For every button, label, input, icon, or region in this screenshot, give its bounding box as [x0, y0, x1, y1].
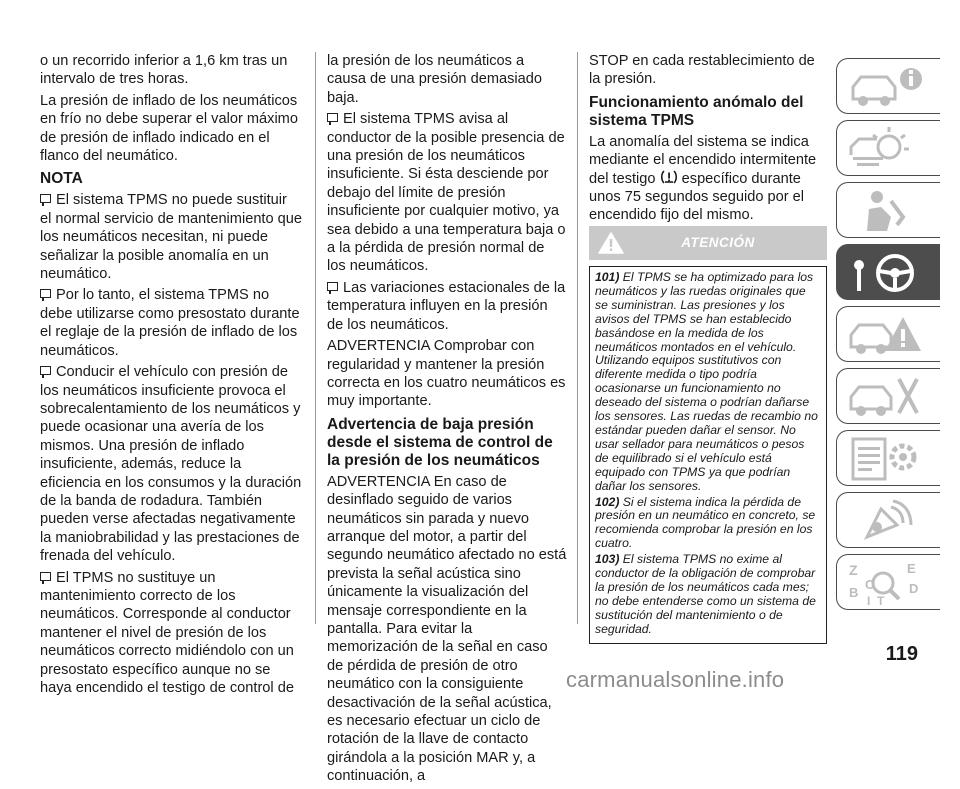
text-column-2 [327, 52, 567, 789]
tab-index[interactable] [836, 554, 940, 610]
car-info-icon [847, 63, 927, 111]
attention-note: 102) Si el sistema indica la pérdida de presión en un neumático en concreto, se recomienda comprobar la presión en los cuatro. [595, 494, 816, 551]
tab-safety[interactable] [836, 182, 940, 238]
index-letter: B [849, 585, 859, 600]
airbag-safety-icon [847, 187, 927, 235]
tpms-warning-light-icon [661, 170, 677, 185]
text-column-3 [589, 52, 827, 228]
bullet-item: Las variaciones estacionales de la temperatura influyen en la presión de los neumáticos. [327, 279, 566, 333]
attention-title: ATENCIÓN [681, 235, 755, 250]
index-letter: T [877, 594, 885, 607]
nota-heading: NOTA [40, 170, 83, 188]
warning-lights-icon [847, 125, 927, 173]
index-icon [847, 559, 927, 607]
paragraph: La anomalía del sistema se indica mediante el encendido intermitente del testigo específico durante unos 75 segundos seguido por el encendido fijo del mismo. [589, 133, 817, 224]
tab-emergency[interactable] [836, 306, 940, 362]
attention-note: 101) El TPMS se ha optimizado para los neumáticos y las ruedas originales que se suministran. Las presiones y los avisos del TPMS se han establecido basándose en la medida de los neumáticos montados en el vehículo. Utilizando equipos sustitutivos con diferente medida o tipo podría ocasionarse un funcionamiento no deseado del sistema o podrían dañarse los sensores. Las ruedas de recambio no estándar pueden dañar el sensor. No usar sellador para neumáticos o pesos de equilibrado si el vehículo está equipado con TPMS ya que podrían dañar los sensores. [595, 270, 818, 493]
bullet-icon [40, 289, 51, 298]
bullet-icon [40, 572, 51, 581]
index-letter: I [867, 594, 871, 607]
bullet-item: Por lo tanto, el sistema TPMS no debe utilizarse como presostato durante el reglaje de la presión de inflado de los neumáticos. [40, 287, 300, 359]
index-letter: Z [849, 562, 858, 578]
attention-note: 103) El sistema TPMS no exime al conductor de la obligación de comprobar la presión de los neumáticos cada mes; no debe entenderse como un sistema de sustitución del mantenimiento o de seguridad. [595, 552, 816, 636]
tab-technical-data[interactable] [836, 430, 940, 486]
section-heading: Funcionamiento anómalo del sistema TPMS [589, 93, 804, 129]
section-heading: Advertencia de baja presión desde el sistema de control de la presión de los neumáticos [327, 415, 553, 469]
bullet-item: El TPMS no sustituye un mantenimiento correcto de los neumáticos. Corresponde al conductor mantener el nivel de presión de los neumáticos correcto midiéndolo con un presostato específico aunque no se haya encendido el testigo de control de [40, 569, 294, 696]
technical-data-icon [847, 435, 927, 483]
tab-starting-driving[interactable] [836, 244, 940, 300]
tab-multimedia[interactable] [836, 492, 940, 548]
tab-car-info[interactable] [836, 58, 940, 114]
bullet-item: El sistema TPMS no puede sustituir el normal servicio de mantenimiento que los neumáticos necesitan, ni puede señalizar la posible anomalía en un neumático. [40, 192, 303, 283]
page-number: 119 [885, 643, 918, 665]
index-letter: D [909, 581, 919, 596]
column-divider [315, 52, 316, 624]
multimedia-icon [847, 497, 927, 545]
car-service-icon [847, 373, 927, 421]
bullet-item: El sistema TPMS avisa al conductor de la posible presencia de una presión de los neumáticos insuficiente. Si ésta desciende por debajo del límite de presión insuficiente por cualquier motivo, ya sea debido a una temperatura baja o a la pérdida de presión normal de los neumáticos. [327, 111, 566, 275]
watermark: carmanualsonline.info [566, 667, 785, 692]
steering-wheel-key-icon [847, 249, 927, 297]
bullet-icon [327, 282, 338, 291]
bullet-item: Conducir el vehículo con presión de los neumáticos insuficiente provoca el sobrecalentamiento de los neumáticos y puede ocasionar una avería de los mismos. Una presión de inflado insuficiente, además, reduce la eficiencia en los consumos y la duración de la banda de rodadura. También pueden verse afectadas negativamente la maniobrabilidad y las prestaciones de frenada del vehículo. [40, 364, 302, 565]
paragraph: ADVERTENCIA En caso de desinflado seguido de varios neumáticos sin parada y nuevo arranque del motor, a partir del segundo neumático afectado no está prevista la señal acústica sino únicamente la visualización del mensaje correspondiente en la pantalla. Para evitar la memorización de la señal en caso de pérdida de presión de otro neumático con la consiguiente desactivación de la señal acústica, es necesario efectuar un ciclo de rotación de la llave de contacto girándola a la posición MAR y, a continuación, a [327, 473, 567, 785]
attention-box [589, 226, 827, 644]
column-divider [577, 52, 578, 624]
attention-body [589, 266, 827, 644]
bullet-icon [327, 113, 338, 122]
paragraph: STOP en cada restablecimiento de la presión. [589, 53, 815, 88]
index-letter: C [865, 577, 875, 592]
tab-service[interactable] [836, 368, 940, 424]
attention-header [589, 226, 827, 260]
text-column-1 [40, 52, 302, 700]
index-letter: E [907, 561, 916, 576]
paragraph: o un recorrido inferior a 1,6 km tras un intervalo de tres horas. [40, 53, 288, 88]
bullet-icon [40, 194, 51, 203]
paragraph: La presión de inflado de los neumáticos en frío no debe superar el valor máximo de presión de inflado indicado en el flanco del neumático. [40, 92, 298, 165]
breakdown-icon [847, 311, 927, 359]
paragraph: ADVERTENCIA Comprobar con regularidad y mantener la presión correcta en los cuatro neumáticos es muy importante. [327, 338, 566, 410]
tab-warning-lights[interactable] [836, 120, 940, 176]
bullet-icon [40, 366, 51, 375]
paragraph: la presión de los neumáticos a causa de una presión demasiado baja. [327, 53, 543, 106]
